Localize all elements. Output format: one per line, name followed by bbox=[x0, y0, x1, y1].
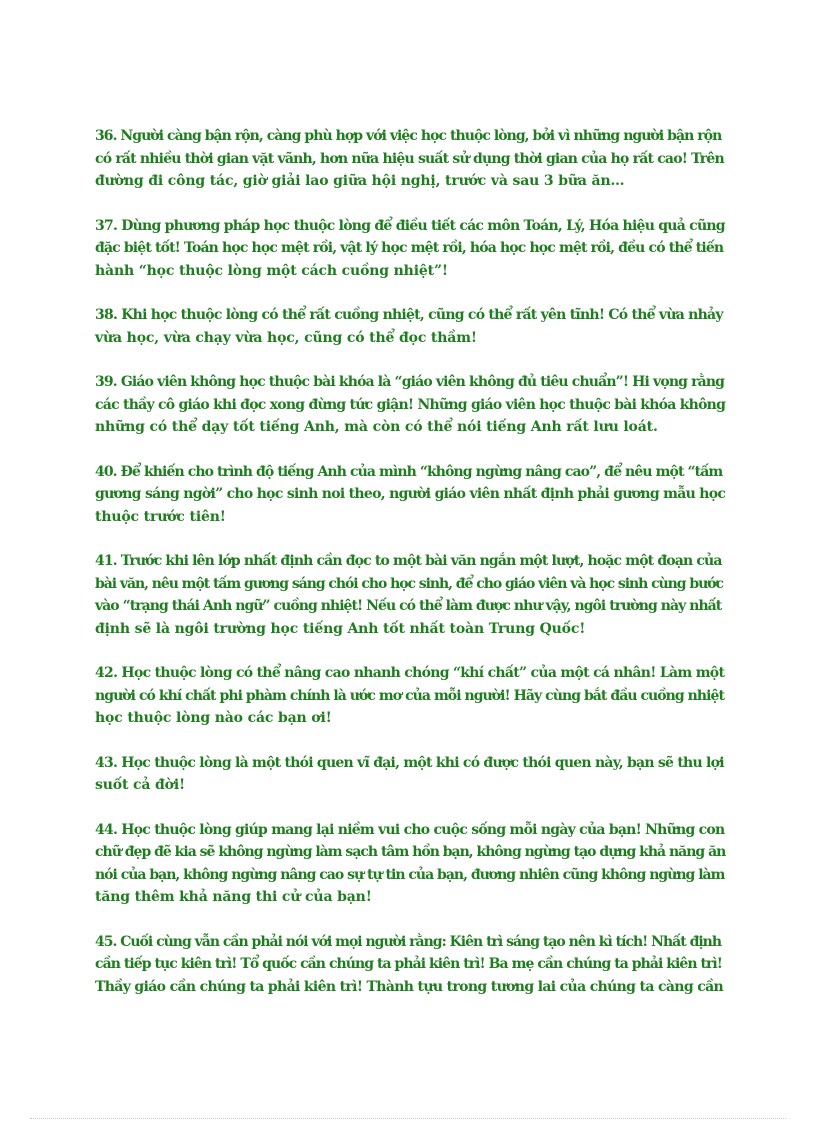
paragraph-40 bbox=[95, 461, 725, 529]
text-line: 39. Giáo viên không học thuộc bài khóa là “giáo viên không đủ tiêu chuẩn”! Hi vọng rằng bbox=[95, 374, 725, 390]
text-line: bài văn, nêu một tấm gương sáng chói cho học sinh, để cho giáo viên và học sinh cùng bước bbox=[95, 575, 723, 592]
text-line: 38. Khi học thuộc lòng có thể rất cuồng nhiệt, cũng có thể rất yên tĩnh! Có thể vừa nhảy bbox=[95, 307, 723, 323]
text-line: những có thể dạy tốt tiếng Anh, mà còn có thể nói tiếng Anh rất lưu loát. bbox=[95, 419, 658, 435]
text-line: chữ đẹp đẽ kia sẽ không ngừng làm sạch tâm hồn bạn, không ngừng tạo dựng khả năng ăn bbox=[95, 844, 726, 860]
text-line: vừa học, vừa chạy vừa học, cũng có thể đọc thầm! bbox=[95, 329, 477, 346]
text-line: 43. Học thuộc lòng là một thói quen vĩ đại, một khi có được thói quen này, bạn sẽ thu lợi bbox=[95, 754, 724, 771]
text-line: suốt cả đời! bbox=[95, 777, 185, 793]
text-line: 36. Người càng bận rộn, càng phù hợp với việc học thuộc lòng, bởi vì những người bận rộn bbox=[95, 128, 722, 144]
text-line: có rất nhiều thời gian vặt vãnh, hơn nữa hiệu suất sử dụng thời gian của họ rất cao! Trên bbox=[95, 150, 724, 167]
text-line: 37. Dùng phương pháp học thuộc lòng để điều tiết các môn Toán, Lý, Hóa hiệu quả cũng bbox=[95, 217, 725, 234]
paragraph-42 bbox=[95, 662, 725, 730]
text-line: vào “trạng thái Anh ngữ” cuồng nhiệt! Nếu có thể làm được như vậy, ngôi trường này nhất bbox=[95, 598, 722, 614]
text-line: gương sáng ngời” cho học sinh noi theo, người giáo viên nhất định phải gương mẫu học bbox=[95, 486, 726, 502]
text-line: 44. Học thuộc lòng giúp mang lại niềm vui cho cuộc sống mỗi ngày của bạn! Những con bbox=[95, 821, 725, 838]
paragraph-45 bbox=[95, 931, 725, 999]
text-line: 42. Học thuộc lòng có thể nâng cao nhanh chóng “khí chất” của một cá nhân! Làm một bbox=[95, 665, 725, 681]
text-line: nói của bạn, không ngừng nâng cao sự tự tin của bạn, đương nhiên cũng không ngừng làm bbox=[95, 866, 725, 883]
paragraph-38 bbox=[95, 304, 725, 349]
paragraph-41 bbox=[95, 550, 725, 640]
text-line: 45. Cuối cùng vẫn cần phải nói với mọi người rằng: Kiên trì sáng tạo nên kì tích! Nhất định bbox=[95, 933, 722, 950]
page-bottom-divider bbox=[30, 1118, 786, 1119]
text-line: thuộc trước tiên! bbox=[95, 508, 226, 525]
paragraph-44 bbox=[95, 819, 725, 909]
paragraph-39 bbox=[95, 371, 725, 439]
paragraph-37 bbox=[95, 215, 725, 283]
text-line: Thầy giáo cần chúng ta phải kiên trì! Thành tựu trong tương lai của chúng ta càng cần bbox=[95, 978, 724, 995]
paragraph-36 bbox=[95, 125, 725, 193]
text-line: cần tiếp tục kiên trì! Tổ quốc cần chúng ta phải kiên trì! Ba mẹ cần chúng ta phải kiên trì! bbox=[95, 956, 722, 972]
text-line: định sẽ là ngôi trường học tiếng Anh tốt nhất toàn Trung Quốc! bbox=[95, 620, 586, 637]
text-line: 41. Trước khi lên lớp nhất định cần đọc to một bài văn ngắn một lượt, hoặc một đoạn của bbox=[95, 553, 722, 569]
text-line: hành “học thuộc lòng một cách cuồng nhiệt”! bbox=[95, 262, 448, 279]
text-line: đường đi công tác, giờ giải lao giữa hội nghị, trước và sau 3 bữa ăn… bbox=[95, 173, 625, 189]
text-line: tăng thêm khả năng thi cử của bạn! bbox=[95, 889, 372, 905]
text-line: đặc biệt tốt! Toán học học mệt rồi, vật lý học mệt rồi, hóa học học mệt rồi, đều có thể tiến bbox=[95, 240, 724, 256]
paragraph-43 bbox=[95, 752, 725, 797]
text-line: các thầy cô giáo khi đọc xong đừng tức giận! Những giáo viên học thuộc bài khóa không bbox=[95, 396, 726, 413]
text-line: 40. Để khiến cho trình độ tiếng Anh của mình “không ngừng nâng cao”, để nêu một “tấm bbox=[95, 463, 723, 480]
text-line: người có khí chất phi phàm chính là ước mơ của mỗi người! Hãy cùng bắt đầu cuồng nhiệt bbox=[95, 687, 724, 704]
document-body bbox=[95, 125, 725, 1020]
text-line: học thuộc lòng nào các bạn ơi! bbox=[95, 710, 332, 726]
